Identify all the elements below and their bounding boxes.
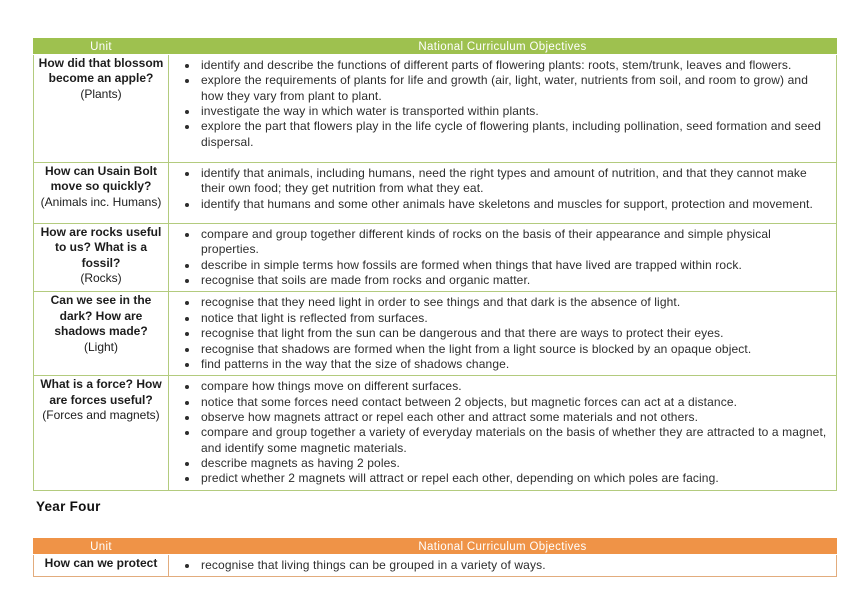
unit-subtitle: (Rocks) [80, 271, 122, 286]
objectives-list [169, 295, 828, 372]
objective-item: • identify and describe the functions of different parts of flowering plants: roots, stem/trunk, leaves and flowers. [199, 58, 828, 73]
objective-item: • investigate the way in which water is transported within plants. [199, 104, 828, 119]
objectives-cell [169, 55, 837, 163]
objective-item: • compare and group together different kinds of rocks on the basis of their appearance and simple physical properties. [199, 227, 828, 258]
table-row [34, 376, 837, 491]
table-row [34, 555, 837, 577]
objectives-cell [169, 224, 837, 292]
objective-item: • recognise that they need light in order to see things and that dark is the absence of light. [199, 295, 828, 310]
unit-title: How are rocks useful to us? What is a fossil? [40, 225, 162, 270]
year-three-objectives-table [33, 38, 837, 491]
unit-column-header: Unit [34, 539, 169, 555]
unit-cell [34, 555, 169, 577]
unit-title: What is a force? How are forces useful? [40, 377, 162, 407]
objectives-cell [169, 163, 837, 224]
year-four-heading: Year Four [36, 499, 101, 514]
objective-item: • compare and group together a variety of everyday materials on the basis of whether they are attracted to a magnet, and identify some magnetic materials. [199, 425, 828, 456]
header-row [34, 39, 837, 55]
unit-title: How did that blossom become an apple? [38, 56, 164, 86]
objective-item: • notice that some forces need contact between 2 objects, but magnetic forces can act at a distance. [199, 395, 828, 410]
unit-title: How can Usain Bolt move so quickly? [44, 164, 157, 194]
unit-subtitle: (Light) [83, 339, 118, 354]
objectives-cell [169, 555, 837, 577]
unit-column-header: Unit [34, 39, 169, 55]
objective-item: • recognise that shadows are formed when the light from a light source is blocked by an opaque object. [199, 342, 828, 357]
objectives-cell [169, 292, 837, 376]
year-three-table-header [34, 39, 837, 55]
unit-cell [34, 376, 169, 491]
objective-item: • observe how magnets attract or repel each other and attract some materials and not others. [199, 410, 828, 425]
table-row [34, 55, 837, 163]
objective-item: • explore the part that flowers play in the life cycle of flowering plants, including pollination, seed formation and seed dispersal. [199, 119, 828, 150]
unit-title: How can we protect [44, 556, 158, 570]
unit-subtitle: (Forces and magnets) [42, 407, 160, 422]
table-row [34, 163, 837, 224]
objective-item: • explore the requirements of plants for life and growth (air, light, water, nutrients from soil, and room to grow) and how they vary from plant to plant. [199, 73, 828, 104]
objective-item: • notice that light is reflected from surfaces. [199, 311, 828, 326]
year-four-objectives-table [33, 538, 837, 577]
objectives-column-header: National Curriculum Objectives [169, 539, 837, 555]
objective-item: • identify that animals, including humans, need the right types and amount of nutrition, and that they cannot make their own food; they get nutrition from what they eat. [199, 166, 828, 197]
year-four-table-header [34, 539, 837, 555]
objective-item: • recognise that soils are made from rocks and organic matter. [199, 273, 828, 288]
unit-cell [34, 163, 169, 224]
unit-subtitle: (Plants) [80, 86, 122, 101]
objectives-list [169, 558, 828, 573]
objective-item: • find patterns in the way that the size of shadows change. [199, 357, 828, 372]
objective-item: • recognise that light from the sun can be dangerous and that there are ways to protect their eyes. [199, 326, 828, 341]
year-four-table-body [34, 555, 837, 577]
objective-item: • describe in simple terms how fossils are formed when things that have lived are trapped within rock. [199, 258, 828, 273]
objectives-column-header: National Curriculum Objectives [169, 39, 837, 55]
objective-item: • compare how things move on different surfaces. [199, 379, 828, 394]
year-three-table-body [34, 55, 837, 491]
objective-item: • recognise that living things can be grouped in a variety of ways. [199, 558, 828, 573]
unit-subtitle: (Animals inc. Humans) [40, 194, 162, 209]
objectives-list [169, 58, 828, 150]
unit-cell [34, 292, 169, 376]
objectives-list [169, 227, 828, 288]
objectives-list [169, 166, 828, 212]
objectives-cell [169, 376, 837, 491]
table-row [34, 224, 837, 292]
table-row [34, 292, 837, 376]
header-row [34, 539, 837, 555]
objectives-list [169, 379, 828, 487]
unit-title: Can we see in the dark? How are shadows made? [50, 293, 152, 339]
objective-item: • identify that humans and some other animals have skeletons and muscles for support, protection and movement. [199, 197, 828, 212]
unit-cell [34, 55, 169, 163]
objective-item: • describe magnets as having 2 poles. [199, 456, 828, 471]
unit-cell [34, 224, 169, 292]
objective-item: • predict whether 2 magnets will attract or repel each other, depending on which poles are facing. [199, 471, 828, 486]
